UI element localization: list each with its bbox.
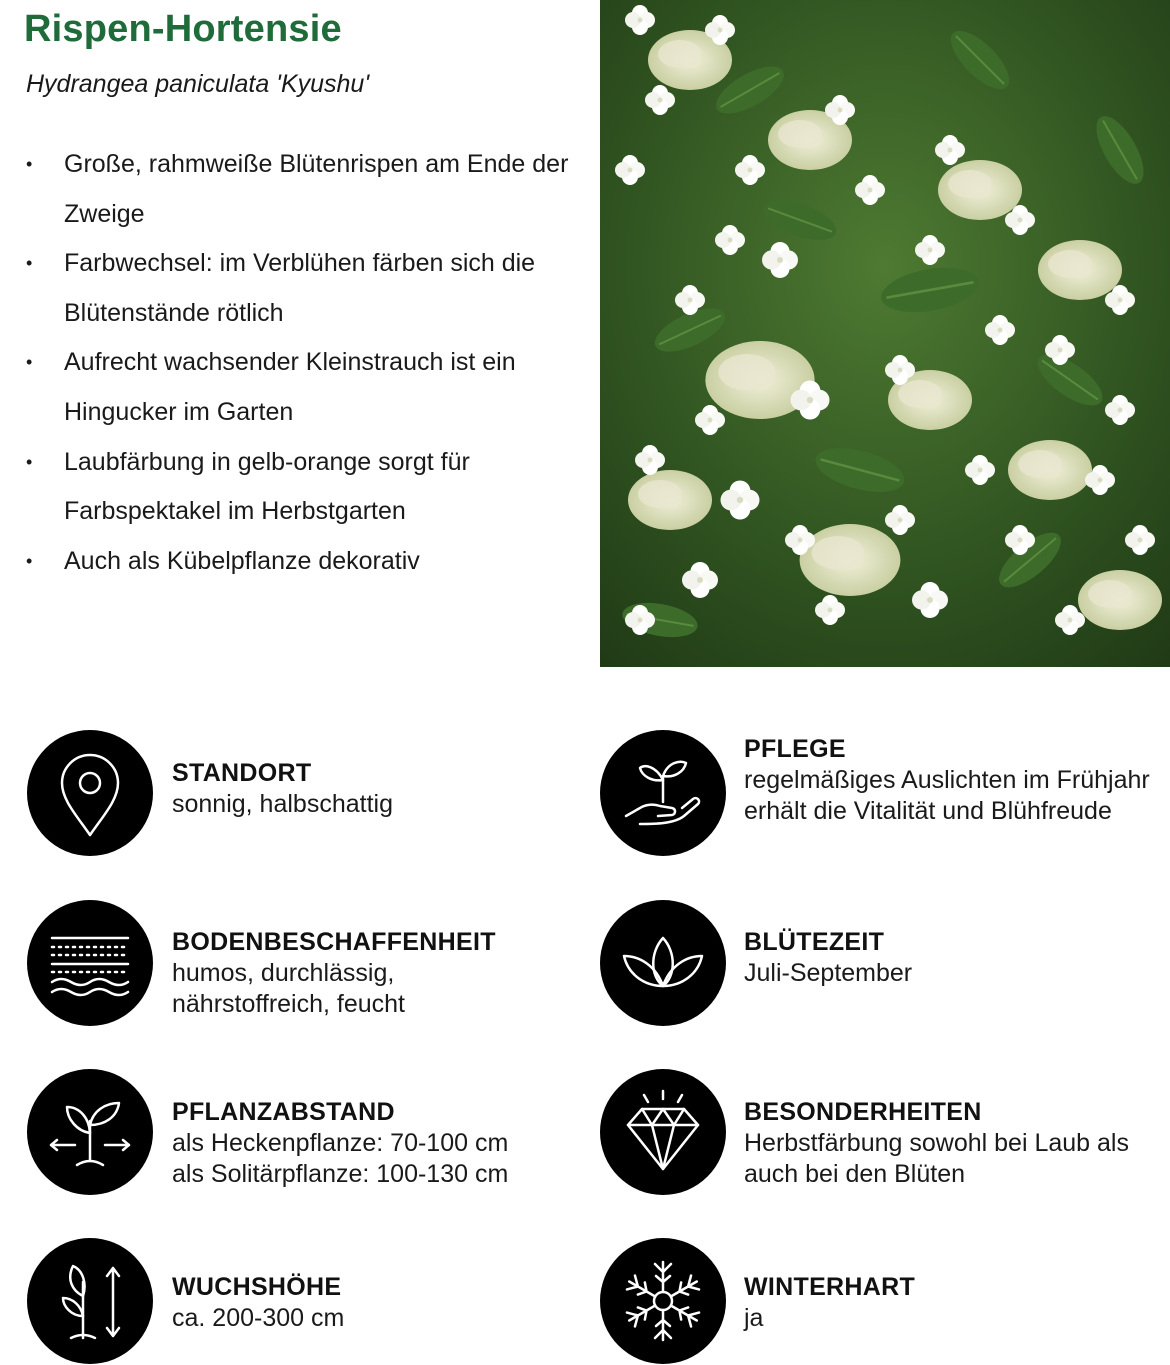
- pflege-label: PFLEGE: [744, 735, 846, 763]
- bluetezeit-label: BLÜTEZEIT: [744, 928, 885, 956]
- soil-layers-icon: [27, 900, 153, 1026]
- winterhart-value: ja: [744, 1304, 764, 1332]
- lotus-flower-icon: [600, 900, 726, 1026]
- pflanzabstand-label: PFLANZABSTAND: [172, 1098, 395, 1126]
- winterhart-label: WINTERHART: [744, 1273, 916, 1301]
- standort-label: STANDORT: [172, 759, 312, 787]
- location-pin-icon: [27, 730, 153, 856]
- wuchshoehe-value: ca. 200-300 cm: [172, 1304, 345, 1332]
- snowflake-icon: [600, 1238, 726, 1364]
- diamond-icon: [600, 1069, 726, 1195]
- pflanzabstand-value-hecke: als Heckenpflanze: 70-100 cm: [172, 1129, 509, 1157]
- list-item: • Farbwechsel: im Verblühen färben sich die Blütenstände rötlich: [26, 239, 586, 338]
- pflege-value: regelmäßiges Auslichten im Frühjahr erhält die Vitalität und Blühfreude: [744, 766, 1150, 825]
- feature-bullet-list: [26, 140, 586, 586]
- boden-value: humos, durchlässig, nährstoffreich, feucht: [172, 959, 406, 1018]
- list-item: • Große, rahmweiße Blütenrispen am Ende der Zweige: [26, 140, 586, 239]
- boden-label: BODENBESCHAFFENHEIT: [172, 928, 496, 956]
- standort-value: sonnig, halbschattig: [172, 790, 393, 818]
- botanical-name: Hydrangea paniculata 'Kyushu': [26, 70, 370, 98]
- pflanzabstand-value-solitaer: als Solitärpflanze: 100-130 cm: [172, 1160, 509, 1188]
- page-title: Rispen-Hortensie: [24, 8, 342, 50]
- seedling-spacing-icon: [27, 1069, 153, 1195]
- list-item: • Auch als Kübelpflanze dekorativ: [26, 537, 586, 587]
- hydrangea-photo: [600, 0, 1170, 667]
- wuchshoehe-label: WUCHSHÖHE: [172, 1273, 342, 1301]
- plant-height-icon: [27, 1238, 153, 1364]
- list-item: • Aufrecht wachsender Kleinstrauch ist ein Hingucker im Garten: [26, 338, 586, 437]
- besonderheiten-label: BESONDERHEITEN: [744, 1098, 982, 1126]
- bluetezeit-value: Juli-September: [744, 959, 913, 987]
- plant-in-hand-icon: [600, 730, 726, 856]
- list-item: • Laubfärbung in gelb-orange sorgt für Farbspektakel im Herbstgarten: [26, 438, 586, 537]
- besonderheiten-value: Herbstfärbung sowohl bei Laub als auch bei den Blüten: [744, 1129, 1129, 1188]
